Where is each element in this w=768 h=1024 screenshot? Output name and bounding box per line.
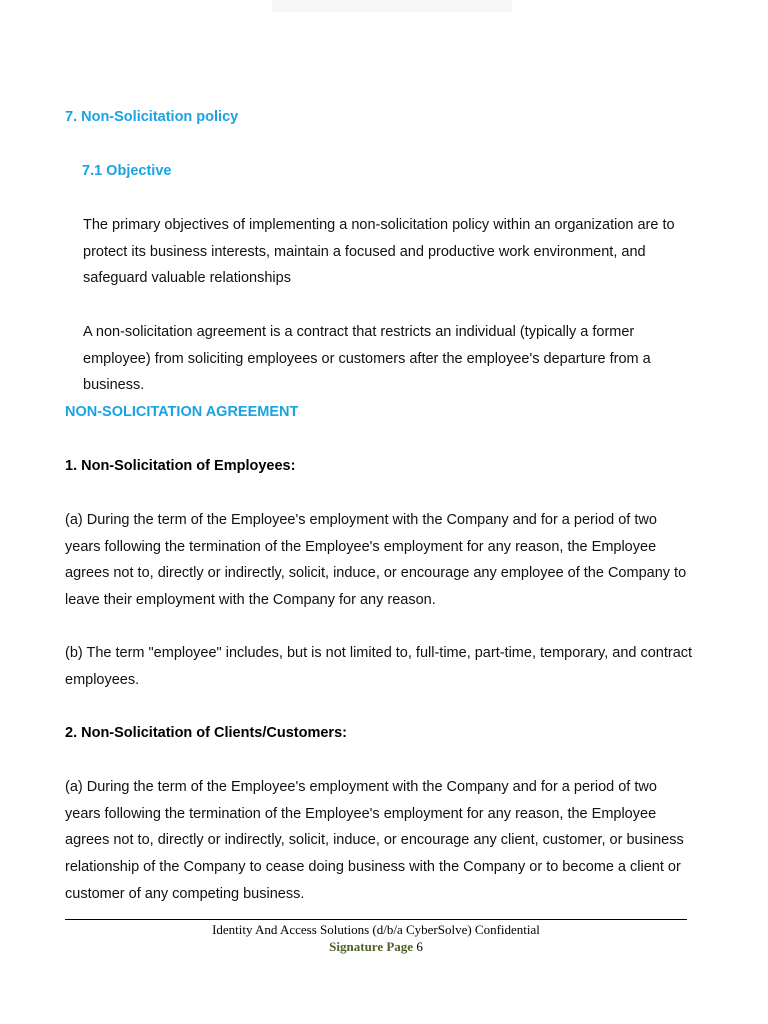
objective-paragraph-2: A non-solicitation agreement is a contract that restricts an individual (typically a former employee) from soliciting employees or customers after the employee's departure from a business. bbox=[83, 324, 651, 394]
clause-1-paragraph-b: (b) The term "employee" includes, but is not limited to, full-time, part-time, temporary, and contract employees. bbox=[65, 645, 693, 688]
clause-2-paragraph-a: (a) During the term of the Employee's employment with the Company and for a period of two years following the termination of the Employee's employment for any reason, the Employee agrees not to, directly or indirectly, solicit, induce, or encourage any client, customer, or business relationship of the Company to cease doing business with the Company or to become a client or customer of any competing business. bbox=[65, 779, 684, 902]
agreement-title: NON-SOLICITATION AGREEMENT bbox=[65, 404, 299, 420]
subsection-title: 7.1 Objective bbox=[82, 163, 172, 179]
footer-confidential: Identity And Access Solutions (d/b/a CyberSolve) Confidential bbox=[212, 922, 540, 937]
header-area bbox=[272, 0, 512, 12]
signature-page-label: Signature Page bbox=[329, 939, 414, 954]
objective-paragraph-1: The primary objectives of implementing a non-solicitation policy within an organization are to protect its business interests, maintain a focused and productive work environment, and safeguard valuable relationships bbox=[83, 217, 675, 287]
footer-page-line bbox=[65, 939, 687, 955]
clause-2-heading: 2. Non-Solicitation of Clients/Customers: bbox=[65, 725, 347, 741]
clause-1-paragraph-a: (a) During the term of the Employee's employment with the Company and for a period of two years following the termination of the Employee's employment for any reason, the Employee agrees not to, directly or indirectly, solicit, induce, or encourage any employee of the Company to leave their employment with the Company for any reason. bbox=[65, 512, 687, 609]
page-number: 6 bbox=[416, 939, 423, 954]
clause-1-heading: 1. Non-Solicitation of Employees: bbox=[65, 458, 296, 474]
section-title: 7. Non-Solicitation policy bbox=[65, 109, 239, 125]
footer-divider bbox=[65, 919, 687, 920]
